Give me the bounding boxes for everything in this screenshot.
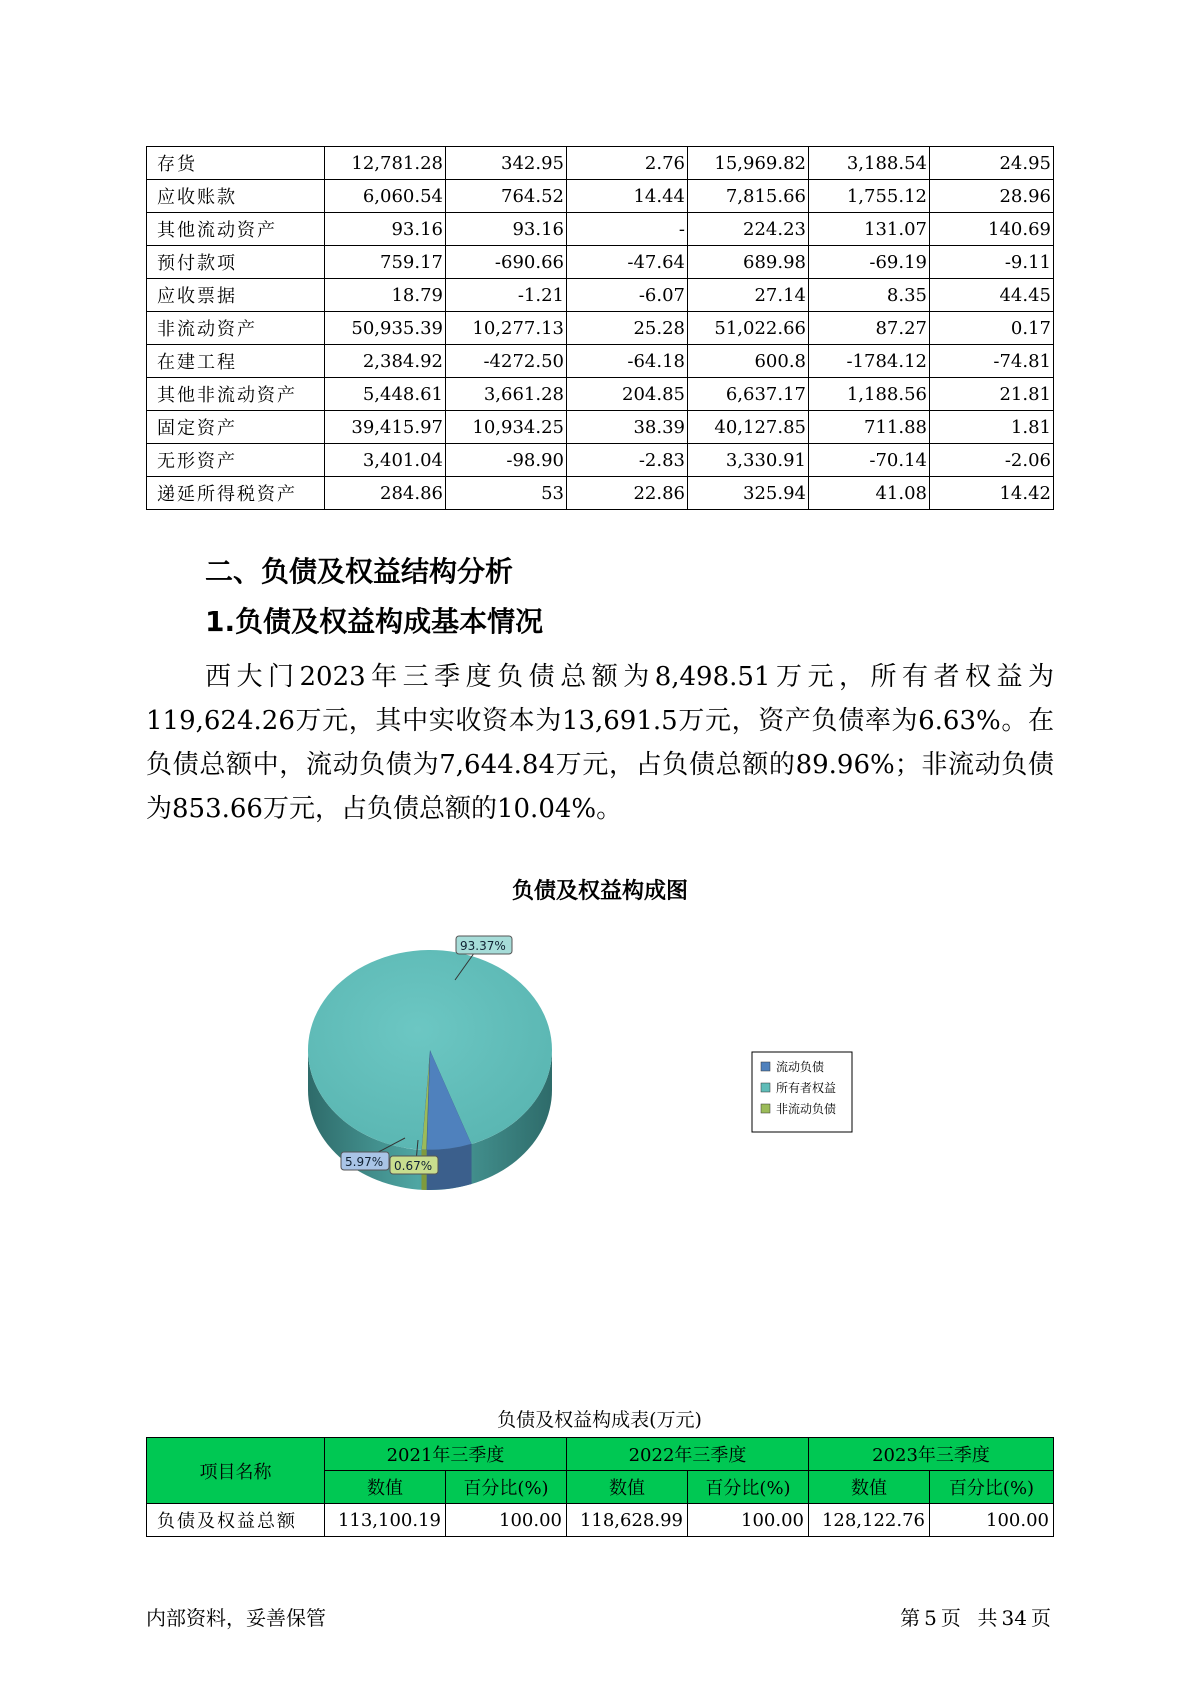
table-cell: 53 bbox=[446, 477, 567, 510]
table-cell: 118,628.99 bbox=[567, 1504, 688, 1537]
pie-data-label: 93.37% bbox=[460, 939, 506, 953]
table-cell: 39,415.97 bbox=[325, 411, 446, 444]
legend-swatch bbox=[761, 1104, 770, 1113]
table-cell: 764.52 bbox=[446, 180, 567, 213]
liability-equity-table bbox=[146, 1437, 1054, 1537]
table-cell: 27.14 bbox=[688, 279, 809, 312]
table-cell: 3,188.54 bbox=[809, 147, 930, 180]
row-name: 在建工程 bbox=[147, 345, 325, 378]
table-cell: 15,969.82 bbox=[688, 147, 809, 180]
period-header-2023: 2023年三季度 bbox=[809, 1438, 1054, 1471]
chart-legend bbox=[752, 1052, 852, 1132]
table-cell: 14.44 bbox=[567, 180, 688, 213]
table-cell: 342.95 bbox=[446, 147, 567, 180]
row-name: 递延所得税资产 bbox=[147, 477, 325, 510]
footer-confidential: 内部资料，妥善保管 bbox=[146, 1606, 326, 1630]
row-name: 应收票据 bbox=[147, 279, 325, 312]
table-cell: 6,060.54 bbox=[325, 180, 446, 213]
table-cell: 24.95 bbox=[930, 147, 1054, 180]
item-name-header: 项目名称 bbox=[147, 1438, 325, 1504]
legend-swatch bbox=[761, 1062, 770, 1071]
table-cell: -70.14 bbox=[809, 444, 930, 477]
table-cell: 40,127.85 bbox=[688, 411, 809, 444]
table-cell: 711.88 bbox=[809, 411, 930, 444]
table-row bbox=[147, 1504, 1054, 1537]
table-cell: 689.98 bbox=[688, 246, 809, 279]
row-name: 无形资产 bbox=[147, 444, 325, 477]
table-cell: 28.96 bbox=[930, 180, 1054, 213]
period-header-2022: 2022年三季度 bbox=[567, 1438, 809, 1471]
legend-label: 所有者权益 bbox=[776, 1081, 837, 1095]
table-cell: 8.35 bbox=[809, 279, 930, 312]
section-heading: 二、负债及权益结构分析 bbox=[205, 555, 514, 588]
row-name: 非流动资产 bbox=[147, 312, 325, 345]
table-cell: -4272.50 bbox=[446, 345, 567, 378]
sub-heading: 1.负债及权益构成基本情况 bbox=[205, 605, 544, 638]
table-cell: 3,330.91 bbox=[688, 444, 809, 477]
table-cell: 22.86 bbox=[567, 477, 688, 510]
table-cell: 50,935.39 bbox=[325, 312, 446, 345]
table-cell: -98.90 bbox=[446, 444, 567, 477]
table-cell: 18.79 bbox=[325, 279, 446, 312]
row-name: 其他非流动资产 bbox=[147, 378, 325, 411]
footer-page-number: 第 5 页 共 34 页 bbox=[900, 1606, 1051, 1630]
table-cell: -2.83 bbox=[567, 444, 688, 477]
table-cell: 7,815.66 bbox=[688, 180, 809, 213]
table-cell: 128,122.76 bbox=[809, 1504, 930, 1537]
table-cell: -9.11 bbox=[930, 246, 1054, 279]
table-cell: 600.8 bbox=[688, 345, 809, 378]
chart-title: 负债及权益构成图 bbox=[511, 879, 689, 904]
table-cell: -74.81 bbox=[930, 345, 1054, 378]
table-cell: -1784.12 bbox=[809, 345, 930, 378]
table-cell: 25.28 bbox=[567, 312, 688, 345]
table-cell: 140.69 bbox=[930, 213, 1054, 246]
table-cell: 2,384.92 bbox=[325, 345, 446, 378]
legend-label: 非流动负债 bbox=[776, 1102, 837, 1116]
row-name: 预付款项 bbox=[147, 246, 325, 279]
table-cell: 93.16 bbox=[325, 213, 446, 246]
sub-header-value: 数值 bbox=[809, 1471, 930, 1504]
row-name: 其他流动资产 bbox=[147, 213, 325, 246]
table-cell: 2.76 bbox=[567, 147, 688, 180]
table-cell: 6,637.17 bbox=[688, 378, 809, 411]
sub-header-percent: 百分比(%) bbox=[930, 1471, 1054, 1504]
table-cell: -2.06 bbox=[930, 444, 1054, 477]
table-cell: 12,781.28 bbox=[325, 147, 446, 180]
table-caption: 负债及权益构成表(万元) bbox=[497, 1409, 702, 1431]
table-cell: 759.17 bbox=[325, 246, 446, 279]
table-cell: 1.81 bbox=[930, 411, 1054, 444]
table-cell: 224.23 bbox=[688, 213, 809, 246]
table-cell: 38.39 bbox=[567, 411, 688, 444]
table-cell: 44.45 bbox=[930, 279, 1054, 312]
table-cell: 10,934.25 bbox=[446, 411, 567, 444]
legend-label: 流动负债 bbox=[776, 1060, 825, 1074]
sub-header-value: 数值 bbox=[567, 1471, 688, 1504]
row-name: 固定资产 bbox=[147, 411, 325, 444]
table-cell: 100.00 bbox=[446, 1504, 567, 1537]
table-cell: 284.86 bbox=[325, 477, 446, 510]
table-cell: - bbox=[567, 213, 688, 246]
body-paragraph: 西大门2023年三季度负债总额为8,498.51万元，所有者权益为119,624.26万元，其中实收资本为13,691.5万元，资产负债率为6.63%。在负债总额中，流动负债为7,644.84万元，占负债总额的89.96%；非流动负债为853.66万元，占负债总额的10.04%。 bbox=[146, 662, 1054, 824]
table-cell: 1,188.56 bbox=[809, 378, 930, 411]
table-cell: 100.00 bbox=[930, 1504, 1054, 1537]
pie-data-label: 5.97% bbox=[345, 1155, 384, 1169]
table-cell: 3,661.28 bbox=[446, 378, 567, 411]
table-cell: 10,277.13 bbox=[446, 312, 567, 345]
table-cell: 5,448.61 bbox=[325, 378, 446, 411]
table-cell: 100.00 bbox=[688, 1504, 809, 1537]
table-cell: 51,022.66 bbox=[688, 312, 809, 345]
table-cell: 87.27 bbox=[809, 312, 930, 345]
legend-swatch bbox=[761, 1083, 770, 1092]
table-cell: 14.42 bbox=[930, 477, 1054, 510]
table-cell: -64.18 bbox=[567, 345, 688, 378]
table-cell: 3,401.04 bbox=[325, 444, 446, 477]
table-cell: 204.85 bbox=[567, 378, 688, 411]
row-name: 应收账款 bbox=[147, 180, 325, 213]
row-name: 存货 bbox=[147, 147, 325, 180]
table-cell: -69.19 bbox=[809, 246, 930, 279]
table-cell: 325.94 bbox=[688, 477, 809, 510]
table-cell: -1.21 bbox=[446, 279, 567, 312]
table-cell: 131.07 bbox=[809, 213, 930, 246]
table-cell: 93.16 bbox=[446, 213, 567, 246]
sub-header-percent: 百分比(%) bbox=[446, 1471, 567, 1504]
sub-header-value: 数值 bbox=[325, 1471, 446, 1504]
table-cell: -47.64 bbox=[567, 246, 688, 279]
table-cell: 1,755.12 bbox=[809, 180, 930, 213]
table-cell: 0.17 bbox=[930, 312, 1054, 345]
table-cell: 113,100.19 bbox=[325, 1504, 446, 1537]
pie-data-label: 0.67% bbox=[394, 1159, 433, 1173]
table-cell: -690.66 bbox=[446, 246, 567, 279]
sub-header-percent: 百分比(%) bbox=[688, 1471, 809, 1504]
table-cell: 41.08 bbox=[809, 477, 930, 510]
period-header-2021: 2021年三季度 bbox=[325, 1438, 567, 1471]
table-cell: -6.07 bbox=[567, 279, 688, 312]
row-name: 负债及权益总额 bbox=[147, 1504, 325, 1537]
table-cell: 21.81 bbox=[930, 378, 1054, 411]
